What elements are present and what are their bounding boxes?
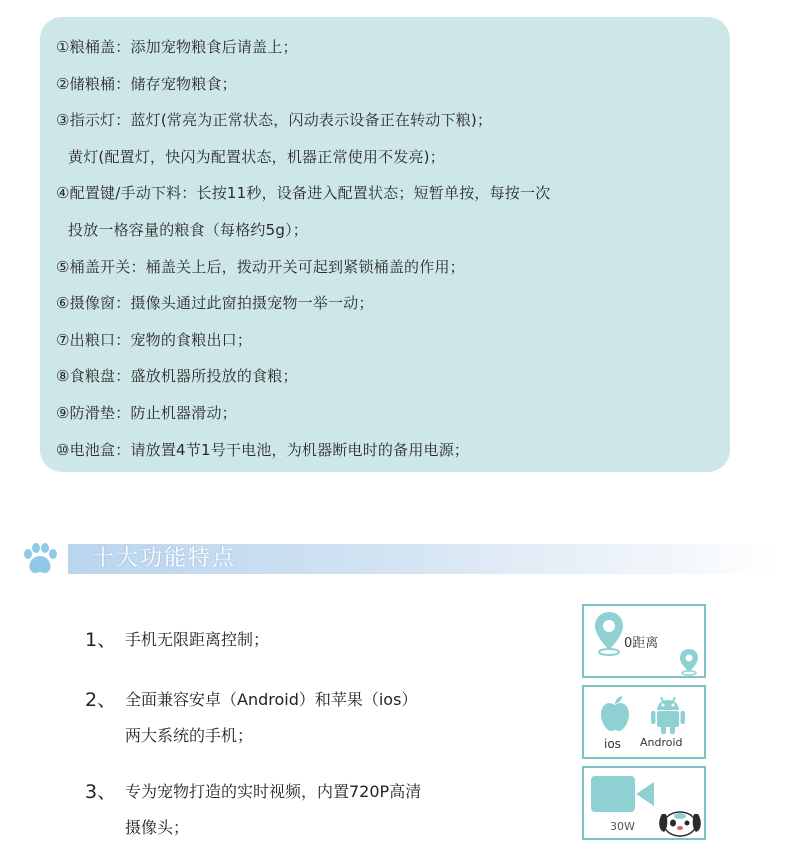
platforms-card	[582, 685, 706, 759]
feature-text: 专为宠物打造的实时视频，内置720P高清	[125, 782, 422, 801]
ios-label: ios	[604, 737, 621, 751]
apple-icon	[598, 695, 632, 733]
feature-text-cont: 两大系统的手机；	[125, 726, 254, 745]
part-line-9: ⑨防滑垫：防止机器滑动；	[56, 403, 237, 422]
feature-text: 手机无限距离控制；	[125, 630, 270, 649]
android-label: Android	[640, 736, 683, 749]
puppy-icon	[656, 802, 704, 838]
parts-description-box	[40, 17, 730, 472]
part-line-4-cont: 投放一格容量的粮食（每格约5g）；	[68, 220, 308, 239]
distance-card	[582, 604, 706, 678]
paw-icon	[20, 542, 60, 576]
part-line-8: ⑧食粮盘：盛放机器所投放的食粮；	[56, 367, 298, 386]
part-line-4: ④配置键/手动下料：长按11秒，设备进入配置状态；短暂单按，每按一次	[56, 184, 551, 203]
location-pin-icon	[592, 610, 626, 656]
distance-label: 0距离	[624, 636, 659, 651]
feature-number: 2、	[85, 689, 117, 711]
small-location-pin-icon	[678, 648, 700, 676]
feature-text: 全面兼容安卓（Android）和苹果（ios）	[125, 690, 418, 709]
android-icon	[650, 695, 686, 735]
camera-card	[582, 766, 706, 840]
part-line-2: ②储粮桶：储存宠物粮食；	[56, 74, 237, 93]
part-line-7: ⑦出粮口：宠物的食粮出口；	[56, 330, 253, 349]
feature-number: 1、	[85, 629, 117, 651]
part-line-3-cont: 黄灯(配置灯，快闪为配置状态，机器正常使用不发亮)；	[68, 147, 445, 166]
part-line-1: ①粮桶盖：添加宠物粮食后请盖上；	[56, 38, 298, 56]
video-camera-icon	[590, 774, 656, 814]
part-line-6: ⑥摄像窗：摄像头通过此窗拍摄宠物一举一动；	[56, 294, 374, 313]
part-line-3: ③指示灯：蓝灯(常亮为正常状态，闪动表示设备正在转动下粮)；	[56, 111, 493, 130]
features-section-header	[20, 540, 780, 578]
feature-text-cont: 摄像头；	[125, 818, 190, 837]
feature-number: 3、	[85, 781, 117, 803]
resolution-label: 30W	[610, 820, 635, 833]
part-line-10: ⑩电池盒：请放置4节1号干电池，为机器断电时的备用电源；	[56, 440, 470, 459]
section-title: 十大功能特点	[92, 546, 237, 571]
part-line-5: ⑤桶盖开关：桶盖关上后，拨动开关可起到紧锁桶盖的作用；	[56, 257, 465, 276]
